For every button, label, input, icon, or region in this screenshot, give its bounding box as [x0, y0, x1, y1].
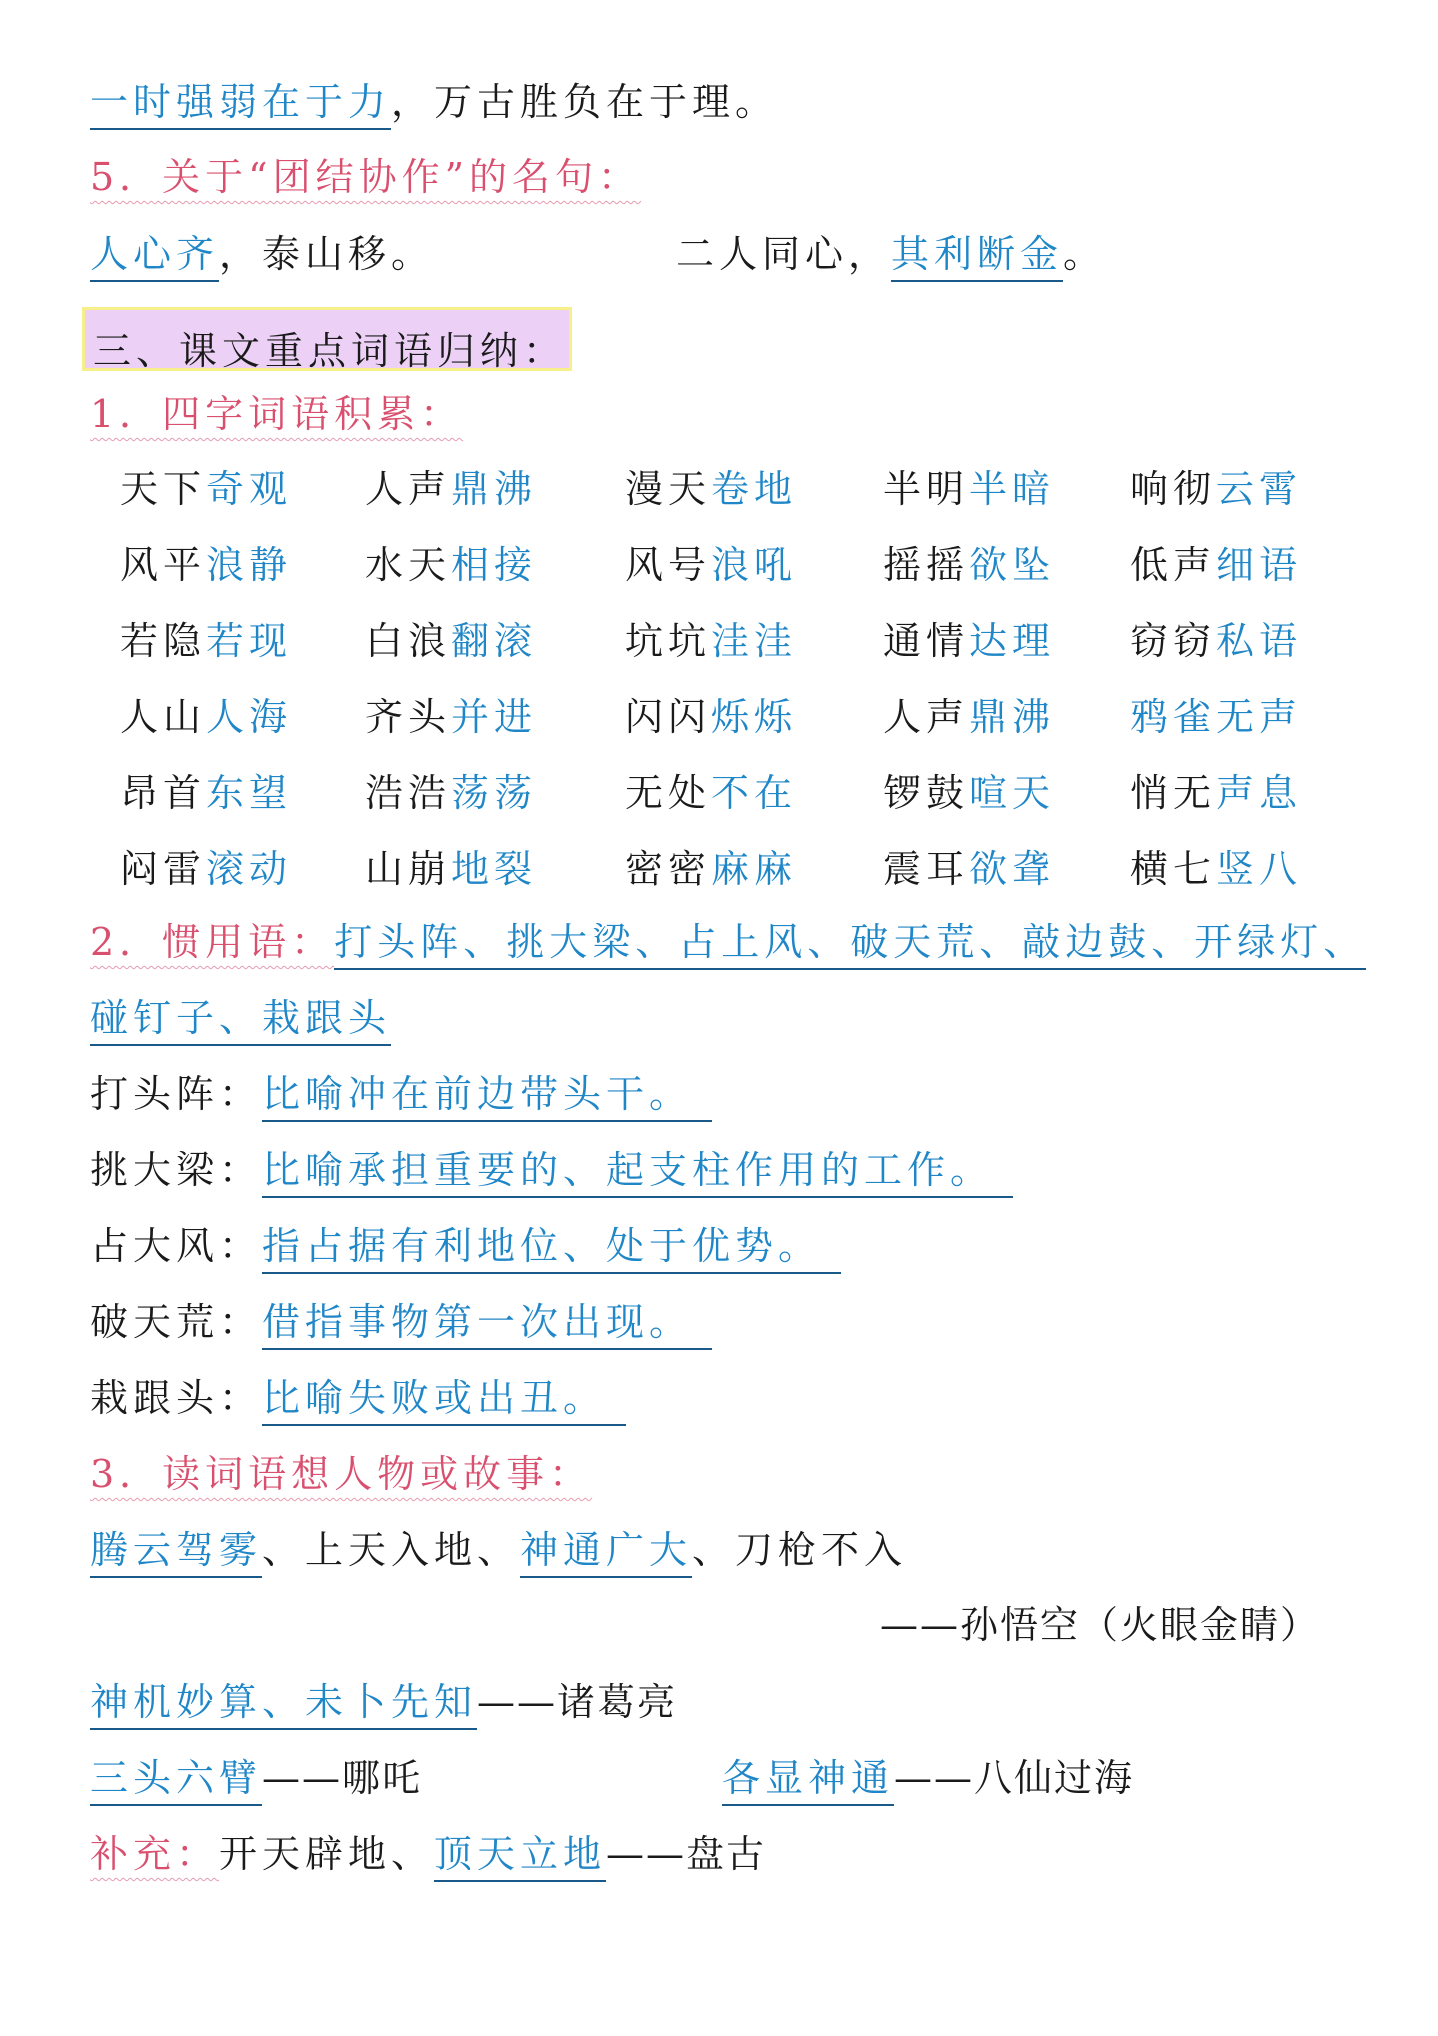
word-item	[883, 458, 1055, 513]
word-item	[625, 686, 797, 741]
story-line-3-right	[722, 1756, 1134, 1802]
word-answer: 浪吼	[711, 543, 798, 587]
word-given: 无处	[625, 771, 712, 815]
word-given: 人山	[120, 695, 207, 739]
word-given: 震耳	[883, 847, 970, 891]
word-answer: 不在	[711, 771, 798, 815]
phrase-shangtian: 、上天入地、	[262, 1528, 521, 1572]
word-given: 闷雷	[120, 847, 207, 891]
saying-left-blank: 人心齐	[90, 232, 219, 282]
word-answer: 欲聋	[969, 847, 1056, 891]
word-given: 白浪	[365, 619, 452, 663]
word-item	[365, 838, 537, 893]
part2-heading: 2．惯用语：	[90, 920, 335, 964]
word-given: 坑坑	[625, 619, 712, 663]
attribution-pangu: ——盘古	[606, 1832, 767, 1876]
attribution-nezha: ——哪吒	[262, 1756, 423, 1800]
section5-line-right	[676, 232, 1106, 278]
saying-right-end: 。	[1063, 232, 1107, 276]
word-item	[1130, 458, 1302, 513]
word-given: 锣鼓	[883, 771, 970, 815]
part2-line2	[90, 996, 391, 1042]
idiom-term: 打头阵：	[90, 1072, 263, 1116]
idiom-list-1: 打头阵、挑大梁、占上风、破天荒、敲边鼓、开绿灯、	[334, 920, 1366, 970]
word-answer: 达理	[969, 619, 1056, 663]
word-given: 漫天	[625, 467, 712, 511]
word-given: 悄无	[1130, 771, 1217, 815]
word-given: 密密	[625, 847, 712, 891]
idiom-definition-line	[90, 1376, 626, 1422]
idiom-term: 栽跟头：	[90, 1376, 263, 1420]
section3-title: 三、课文重点词语归纳：	[93, 329, 567, 373]
word-item	[883, 838, 1055, 893]
word-answer: 欲坠	[969, 543, 1056, 587]
word-given: 横七	[1130, 847, 1217, 891]
idiom-definition-line	[90, 1224, 841, 1270]
word-answer: 洼洼	[711, 619, 798, 663]
word-answer: 人海	[206, 695, 293, 739]
idiom-definition-line	[90, 1072, 712, 1118]
idiom-meaning: 比喻承担重要的、起支柱作用的工作。	[262, 1148, 1013, 1198]
section5-heading-text: 5．关于“团结协作”的名句：	[90, 155, 642, 199]
word-answer: 相接	[451, 543, 538, 587]
word-item	[120, 534, 292, 589]
word-given: 水天	[365, 543, 452, 587]
word-item	[625, 610, 797, 665]
word-given: 若隐	[120, 619, 207, 663]
word-item	[883, 686, 1055, 741]
word-given: 天下	[120, 467, 207, 511]
word-answer: 细语	[1216, 543, 1303, 587]
word-given: 低声	[1130, 543, 1217, 587]
word-answer: 浪静	[206, 543, 293, 587]
attribution-zhugeliang: ——诸葛亮	[477, 1680, 678, 1724]
saying-right-start: 二人同心，	[676, 232, 892, 276]
word-item	[365, 610, 537, 665]
word-given: 人声	[365, 467, 452, 511]
phrase-shentong: 神通广大	[520, 1528, 692, 1578]
idiom-term: 挑大梁：	[90, 1148, 263, 1192]
idiom-meaning: 比喻失败或出丑。	[262, 1376, 626, 1426]
word-item	[1130, 762, 1302, 817]
attribution-sunwukong: ——孙悟空（火眼金睛）	[880, 1603, 1321, 1647]
word-item	[120, 838, 292, 893]
word-given: 闪闪	[625, 695, 712, 739]
phrase-daoqiang: 、刀枪不入	[692, 1528, 908, 1572]
proverb-line	[90, 80, 778, 126]
word-item	[365, 458, 537, 513]
word-given: 窃窃	[1130, 619, 1217, 663]
phrase-tengyun: 腾云驾雾	[90, 1528, 262, 1578]
word-given: 齐头	[365, 695, 452, 739]
phrase-dingtian: 顶天立地	[434, 1832, 606, 1882]
word-item	[625, 762, 797, 817]
idiom-definition-line	[90, 1300, 712, 1346]
word-given: 摇摇	[883, 543, 970, 587]
part2-line1	[90, 920, 1366, 966]
supplement-label: 补充：	[90, 1832, 220, 1876]
word-given: 浩浩	[365, 771, 452, 815]
word-given: 人声	[883, 695, 970, 739]
word-item	[365, 686, 537, 741]
word-item	[120, 458, 292, 513]
word-item	[625, 458, 797, 513]
word-item	[120, 686, 292, 741]
word-answer: 奇观	[206, 467, 293, 511]
phrase-kaitian: 开天辟地、	[219, 1832, 435, 1876]
word-answer: 云霄	[1216, 467, 1303, 511]
word-answer: 烁烁	[711, 695, 798, 739]
word-item	[883, 610, 1055, 665]
word-answer: 并进	[451, 695, 538, 739]
word-item	[883, 762, 1055, 817]
word-answer: 鼎沸	[451, 467, 538, 511]
story-line-3	[90, 1756, 422, 1802]
section5-line	[90, 232, 434, 278]
word-answer: 私语	[1216, 619, 1303, 663]
word-answer: 荡荡	[451, 771, 538, 815]
word-given: 风号	[625, 543, 712, 587]
word-answer: 翻滚	[451, 619, 538, 663]
word-item	[365, 762, 537, 817]
word-item	[1130, 610, 1302, 665]
phrase-santou: 三头六臂	[90, 1756, 262, 1806]
word-answer: 声息	[1216, 771, 1303, 815]
phrase-shenji: 神机妙算、未卜先知	[90, 1680, 477, 1730]
section3-title-box	[82, 307, 572, 371]
idiom-meaning: 借指事物第一次出现。	[262, 1300, 712, 1350]
idiom-term: 占大风：	[90, 1224, 263, 1268]
part3-heading-text: 3．读词语想人物或故事：	[90, 1452, 593, 1496]
story-line-4	[90, 1832, 766, 1878]
idiom-meaning: 指占据有利地位、处于优势。	[262, 1224, 841, 1274]
part3-heading	[90, 1452, 592, 1498]
word-given: 半明	[883, 467, 970, 511]
attribution-baxian: ——八仙过海	[894, 1756, 1135, 1800]
word-given: 昂首	[120, 771, 207, 815]
idiom-meaning: 比喻冲在前边带头干。	[262, 1072, 712, 1122]
proverb-rest: ，万古胜负在于理。	[391, 80, 779, 124]
word-item	[365, 534, 537, 589]
story-line-1	[90, 1528, 907, 1574]
word-answer: 喧天	[969, 771, 1056, 815]
word-item	[1130, 686, 1302, 741]
word-item	[1130, 534, 1302, 589]
word-given: 风平	[120, 543, 207, 587]
story-line-2	[90, 1680, 677, 1726]
word-answer: 鸦雀无声	[1130, 695, 1303, 739]
part1-heading	[90, 392, 463, 438]
proverb-highlight: 一时强弱在于力	[90, 80, 391, 130]
section5-heading	[90, 155, 641, 201]
word-answer: 卷地	[711, 467, 798, 511]
word-answer: 东望	[206, 771, 293, 815]
idiom-term: 破天荒：	[90, 1300, 263, 1344]
word-answer: 竖八	[1216, 847, 1303, 891]
word-answer: 麻麻	[711, 847, 798, 891]
word-item	[883, 534, 1055, 589]
saying-right-blank: 其利断金	[891, 232, 1063, 282]
phrase-gexian: 各显神通	[722, 1756, 894, 1806]
idiom-list-2: 碰钉子、栽跟头	[90, 996, 391, 1046]
word-answer: 地裂	[451, 847, 538, 891]
story-line-1-attribution	[880, 1603, 1320, 1649]
word-item	[625, 838, 797, 893]
word-given: 山崩	[365, 847, 452, 891]
word-given: 通情	[883, 619, 970, 663]
word-item	[625, 534, 797, 589]
saying-left-rest: ，泰山移。	[219, 232, 435, 276]
idiom-definition-line	[90, 1148, 1013, 1194]
word-item	[120, 762, 292, 817]
word-item	[1130, 838, 1302, 893]
word-answer: 鼎沸	[969, 695, 1056, 739]
word-answer: 滚动	[206, 847, 293, 891]
word-item	[120, 610, 292, 665]
word-answer: 半暗	[969, 467, 1056, 511]
part1-heading-text: 1．四字词语积累：	[90, 392, 464, 436]
word-given: 响彻	[1130, 467, 1217, 511]
word-answer: 若现	[206, 619, 293, 663]
